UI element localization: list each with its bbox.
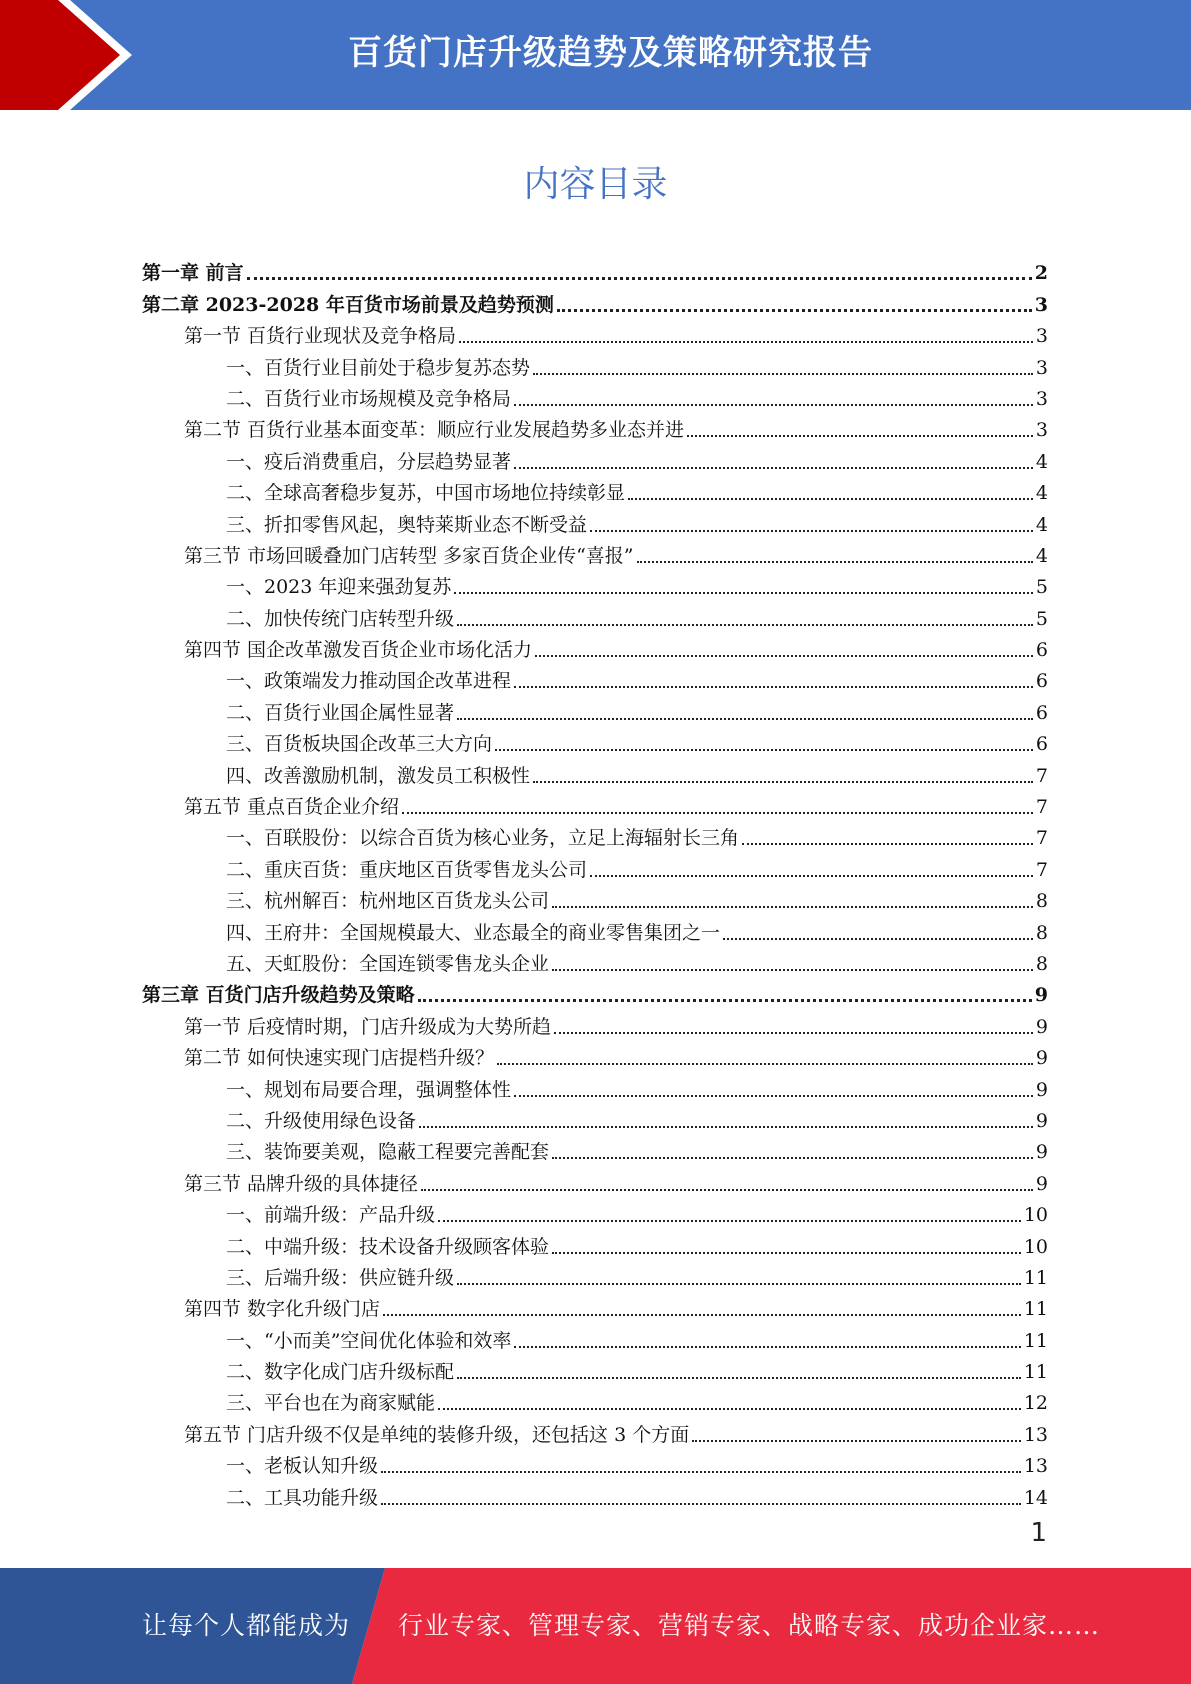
toc-entry[interactable] (142, 1447, 1048, 1478)
toc-entry-page: 11 (1023, 1266, 1048, 1289)
toc-entry-page: 4 (1035, 450, 1048, 473)
toc-entry-page: 12 (1023, 1392, 1048, 1415)
toc-entry-page: 5 (1035, 576, 1048, 599)
toc-entry[interactable] (142, 348, 1048, 379)
dot-leader (514, 1095, 1033, 1097)
toc-entry-page: 9 (1035, 1172, 1048, 1195)
toc-entry[interactable] (142, 788, 1048, 819)
toc-entry-page: 5 (1035, 607, 1048, 630)
toc-entry[interactable] (142, 913, 1048, 944)
toc-entry[interactable] (142, 693, 1048, 724)
toc-entry[interactable] (142, 945, 1048, 976)
dot-leader (438, 1220, 1021, 1222)
toc-entry[interactable] (142, 1007, 1048, 1038)
toc-entry-title: 二、全球高奢稳步复苏，中国市场地位持续彰显 (226, 482, 626, 505)
toc-entry-title: 第一节 后疫情时期，门店升级成为大势所趋 (184, 1015, 552, 1038)
toc-entry-page: 9 (1035, 1047, 1048, 1070)
toc-entry-title: 二、百货行业国企属性显著 (226, 701, 455, 724)
toc-entry[interactable] (142, 1321, 1048, 1352)
toc-entry-title: 三、装饰要美观，隐蔽工程要完善配套 (226, 1141, 550, 1164)
toc-entry-page: 13 (1023, 1423, 1048, 1446)
toc-entry-title: 二、重庆百货：重庆地区百货零售龙头公司 (226, 858, 588, 881)
toc-entry-page: 9 (1035, 1109, 1048, 1132)
toc-heading: 内容目录 (523, 164, 668, 205)
toc-entry[interactable] (142, 537, 1048, 568)
toc-entry-title: 第二节 如何快速实现门店提档升级？ (184, 1047, 495, 1070)
toc-entry[interactable] (142, 1196, 1048, 1227)
page-number: 1 (1030, 1518, 1047, 1548)
toc-entry-title: 二、工具功能升级 (226, 1486, 379, 1509)
toc-entry[interactable] (142, 631, 1048, 662)
toc-entry-title: 一、2023 年迎来强劲复苏 (226, 576, 452, 599)
dot-leader (497, 1063, 1033, 1065)
dot-leader (438, 1408, 1021, 1410)
toc-entry-title: 四、王府井：全国规模最大、业态最全的商业零售集团之一 (226, 921, 721, 944)
toc-entry[interactable] (142, 599, 1048, 630)
dot-leader (457, 1283, 1021, 1285)
dot-leader (514, 404, 1033, 406)
toc-entry[interactable] (142, 1415, 1048, 1446)
dot-leader (459, 341, 1033, 343)
toc-entry[interactable] (142, 285, 1048, 316)
toc-entry[interactable] (142, 976, 1048, 1007)
footer-slogan-right: 行业专家、管理专家、营销专家、战略专家、成功企业家…… (398, 1611, 1101, 1640)
toc-entry[interactable] (142, 882, 1048, 913)
toc-entry-page: 11 (1023, 1329, 1048, 1352)
toc-entry-title: 二、数字化成门店升级标配 (226, 1361, 455, 1384)
dot-leader (421, 1189, 1033, 1191)
toc-entry-title: 三、平台也在为商家赋能 (226, 1392, 436, 1415)
dot-leader (514, 467, 1033, 469)
toc-entry-title: 三、杭州解百：杭州地区百货龙头公司 (226, 890, 550, 913)
toc-entry[interactable] (142, 725, 1048, 756)
dot-leader (628, 498, 1033, 500)
toc-entry-page: 8 (1035, 890, 1048, 913)
toc-entry-title: 第三节 市场回暖叠加门店转型 多家百货企业传“喜报” (184, 544, 634, 567)
toc-entry-title: 二、百货行业市场规模及竞争格局 (226, 387, 512, 410)
toc-entry-page: 3 (1035, 325, 1048, 348)
dot-leader (247, 277, 1032, 280)
toc-entry-title: 一、百联股份：以综合百货为核心业务，立足上海辐射长三角 (226, 827, 740, 850)
dot-leader (402, 812, 1033, 814)
toc-entry[interactable] (142, 1290, 1048, 1321)
toc-entry-title: 二、中端升级：技术设备升级顾客体验 (226, 1235, 550, 1258)
toc-entry[interactable] (142, 505, 1048, 536)
toc-entry-page: 10 (1023, 1204, 1048, 1227)
toc-entry-page: 3 (1034, 293, 1048, 316)
dot-leader (533, 781, 1033, 783)
toc-entry[interactable] (142, 1259, 1048, 1290)
toc-entry-title: 第四节 国企改革激发百货企业市场化活力 (184, 639, 533, 662)
toc-entry-title: 一、疫后消费重启，分层趋势显著 (226, 450, 512, 473)
toc-entry-page: 4 (1035, 513, 1048, 536)
dot-leader (535, 655, 1033, 657)
toc-entry-page: 3 (1035, 419, 1048, 442)
toc-entry[interactable] (142, 1133, 1048, 1164)
toc-entry[interactable] (142, 1039, 1048, 1070)
toc-entry-title: 一、政策端发力推动国企改革进程 (226, 670, 512, 693)
toc-entry-title: 第二节 百货行业基本面变革：顺应行业发展趋势多业态并进 (184, 419, 685, 442)
toc-entry[interactable] (142, 317, 1048, 348)
toc-entry[interactable] (142, 819, 1048, 850)
dot-leader (557, 309, 1032, 312)
dot-leader (552, 1252, 1021, 1254)
toc-entry-title: 一、老板认知升级 (226, 1455, 379, 1478)
toc-entry-page: 8 (1035, 921, 1048, 944)
toc-entry-title: 三、百货板块国企改革三大方向 (226, 733, 493, 756)
toc-entry[interactable] (142, 1164, 1048, 1195)
toc-entry-title: 一、“小而美”空间优化体验和效率 (226, 1329, 512, 1352)
dot-leader (457, 718, 1033, 720)
toc-entry[interactable] (142, 380, 1048, 411)
footer-slogan-left: 让每个人都能成为 (142, 1611, 351, 1640)
dot-leader (742, 843, 1033, 845)
dot-leader (381, 1471, 1021, 1473)
toc-entry-page: 11 (1023, 1361, 1048, 1384)
dot-leader (419, 1126, 1033, 1128)
toc-entry-page: 10 (1023, 1235, 1048, 1258)
toc-entry-page: 9 (1035, 1078, 1048, 1101)
toc-entry-page: 3 (1035, 387, 1048, 410)
dot-leader (687, 435, 1033, 437)
dot-leader (533, 373, 1033, 375)
toc-entry[interactable] (142, 568, 1048, 599)
toc-entry-page: 7 (1035, 764, 1048, 787)
toc-entry[interactable] (142, 411, 1048, 442)
toc-entry[interactable] (142, 1227, 1048, 1258)
toc-entry-title: 第五节 重点百货企业介绍 (184, 796, 400, 819)
dot-leader (381, 1503, 1021, 1505)
toc-entry-title: 第五节 门店升级不仅是单纯的装修升级，还包括这 3 个方面 (184, 1423, 690, 1446)
toc-entry-page: 9 (1034, 984, 1048, 1007)
dot-leader (383, 1314, 1021, 1316)
dot-leader (457, 1377, 1021, 1379)
toc-entry-title: 一、百货行业目前处于稳步复苏态势 (226, 356, 531, 379)
toc-entry-title: 第三节 品牌升级的具体捷径 (184, 1172, 419, 1195)
toc-entry-title: 一、前端升级：产品升级 (226, 1204, 436, 1227)
toc-entry-page: 6 (1035, 639, 1048, 662)
toc-entry-page: 8 (1035, 952, 1048, 975)
dot-leader (552, 969, 1033, 971)
toc-entry-page: 2 (1034, 262, 1048, 285)
toc-entry-page: 7 (1035, 827, 1048, 850)
header-band (0, 0, 1191, 110)
dot-leader (495, 749, 1033, 751)
dot-leader (552, 1157, 1033, 1159)
dot-leader (723, 938, 1033, 940)
toc-entry-page: 7 (1035, 858, 1048, 881)
toc-entry-page: 4 (1035, 544, 1048, 567)
footer-band (0, 1568, 1191, 1684)
dot-leader (554, 1032, 1033, 1034)
toc-entry[interactable] (142, 850, 1048, 881)
toc-entry-page: 3 (1035, 356, 1048, 379)
toc-entry-title: 第一节 百货行业现状及竞争格局 (184, 325, 457, 348)
toc-entry-title: 一、规划布局要合理，强调整体性 (226, 1078, 512, 1101)
table-of-contents (142, 254, 1048, 1510)
toc-entry[interactable] (142, 1102, 1048, 1133)
toc-entry[interactable] (142, 474, 1048, 505)
toc-entry-page: 4 (1035, 482, 1048, 505)
report-title: 百货门店升级趋势及策略研究报告 (348, 33, 873, 73)
toc-entry-title: 第三章 百货门店升级趋势及策略 (142, 984, 415, 1007)
toc-entry-title: 第二章 2023-2028 年百货市场前景及趋势预测 (142, 293, 554, 316)
toc-entry-page: 6 (1035, 670, 1048, 693)
dot-leader (418, 999, 1032, 1002)
toc-entry-title: 四、改善激励机制，激发员工积极性 (226, 764, 531, 787)
toc-entry-title: 三、后端升级：供应链升级 (226, 1266, 455, 1289)
dot-leader (590, 530, 1033, 532)
toc-entry[interactable] (142, 1478, 1048, 1509)
toc-entry-page: 6 (1035, 733, 1048, 756)
dot-leader (637, 561, 1033, 563)
toc-entry[interactable] (142, 1384, 1048, 1415)
dot-leader (454, 592, 1033, 594)
toc-entry[interactable] (142, 1353, 1048, 1384)
toc-entry-title: 二、加快传统门店转型升级 (226, 607, 455, 630)
toc-entry[interactable] (142, 254, 1048, 285)
dot-leader (692, 1440, 1021, 1442)
toc-entry-page: 14 (1023, 1486, 1048, 1509)
toc-entry-page: 9 (1035, 1141, 1048, 1164)
toc-entry-title: 第一章 前言 (142, 262, 244, 285)
dot-leader (590, 875, 1033, 877)
toc-entry-title: 三、折扣零售风起，奥特莱斯业态不断受益 (226, 513, 588, 536)
dot-leader (457, 624, 1033, 626)
toc-entry-title: 五、天虹股份：全国连锁零售龙头企业 (226, 952, 550, 975)
toc-entry-title: 二、升级使用绿色设备 (226, 1109, 417, 1132)
toc-entry-page: 13 (1023, 1455, 1048, 1478)
toc-entry-page: 9 (1035, 1015, 1048, 1038)
dot-leader (514, 686, 1033, 688)
toc-entry-page: 6 (1035, 701, 1048, 724)
toc-entry[interactable] (142, 442, 1048, 473)
dot-leader (552, 906, 1033, 908)
dot-leader (514, 1346, 1020, 1348)
toc-entry[interactable] (142, 662, 1048, 693)
toc-entry-page: 11 (1023, 1298, 1048, 1321)
toc-entry-title: 第四节 数字化升级门店 (184, 1298, 381, 1321)
toc-entry[interactable] (142, 756, 1048, 787)
toc-entry-page: 7 (1035, 796, 1048, 819)
toc-entry[interactable] (142, 1070, 1048, 1101)
